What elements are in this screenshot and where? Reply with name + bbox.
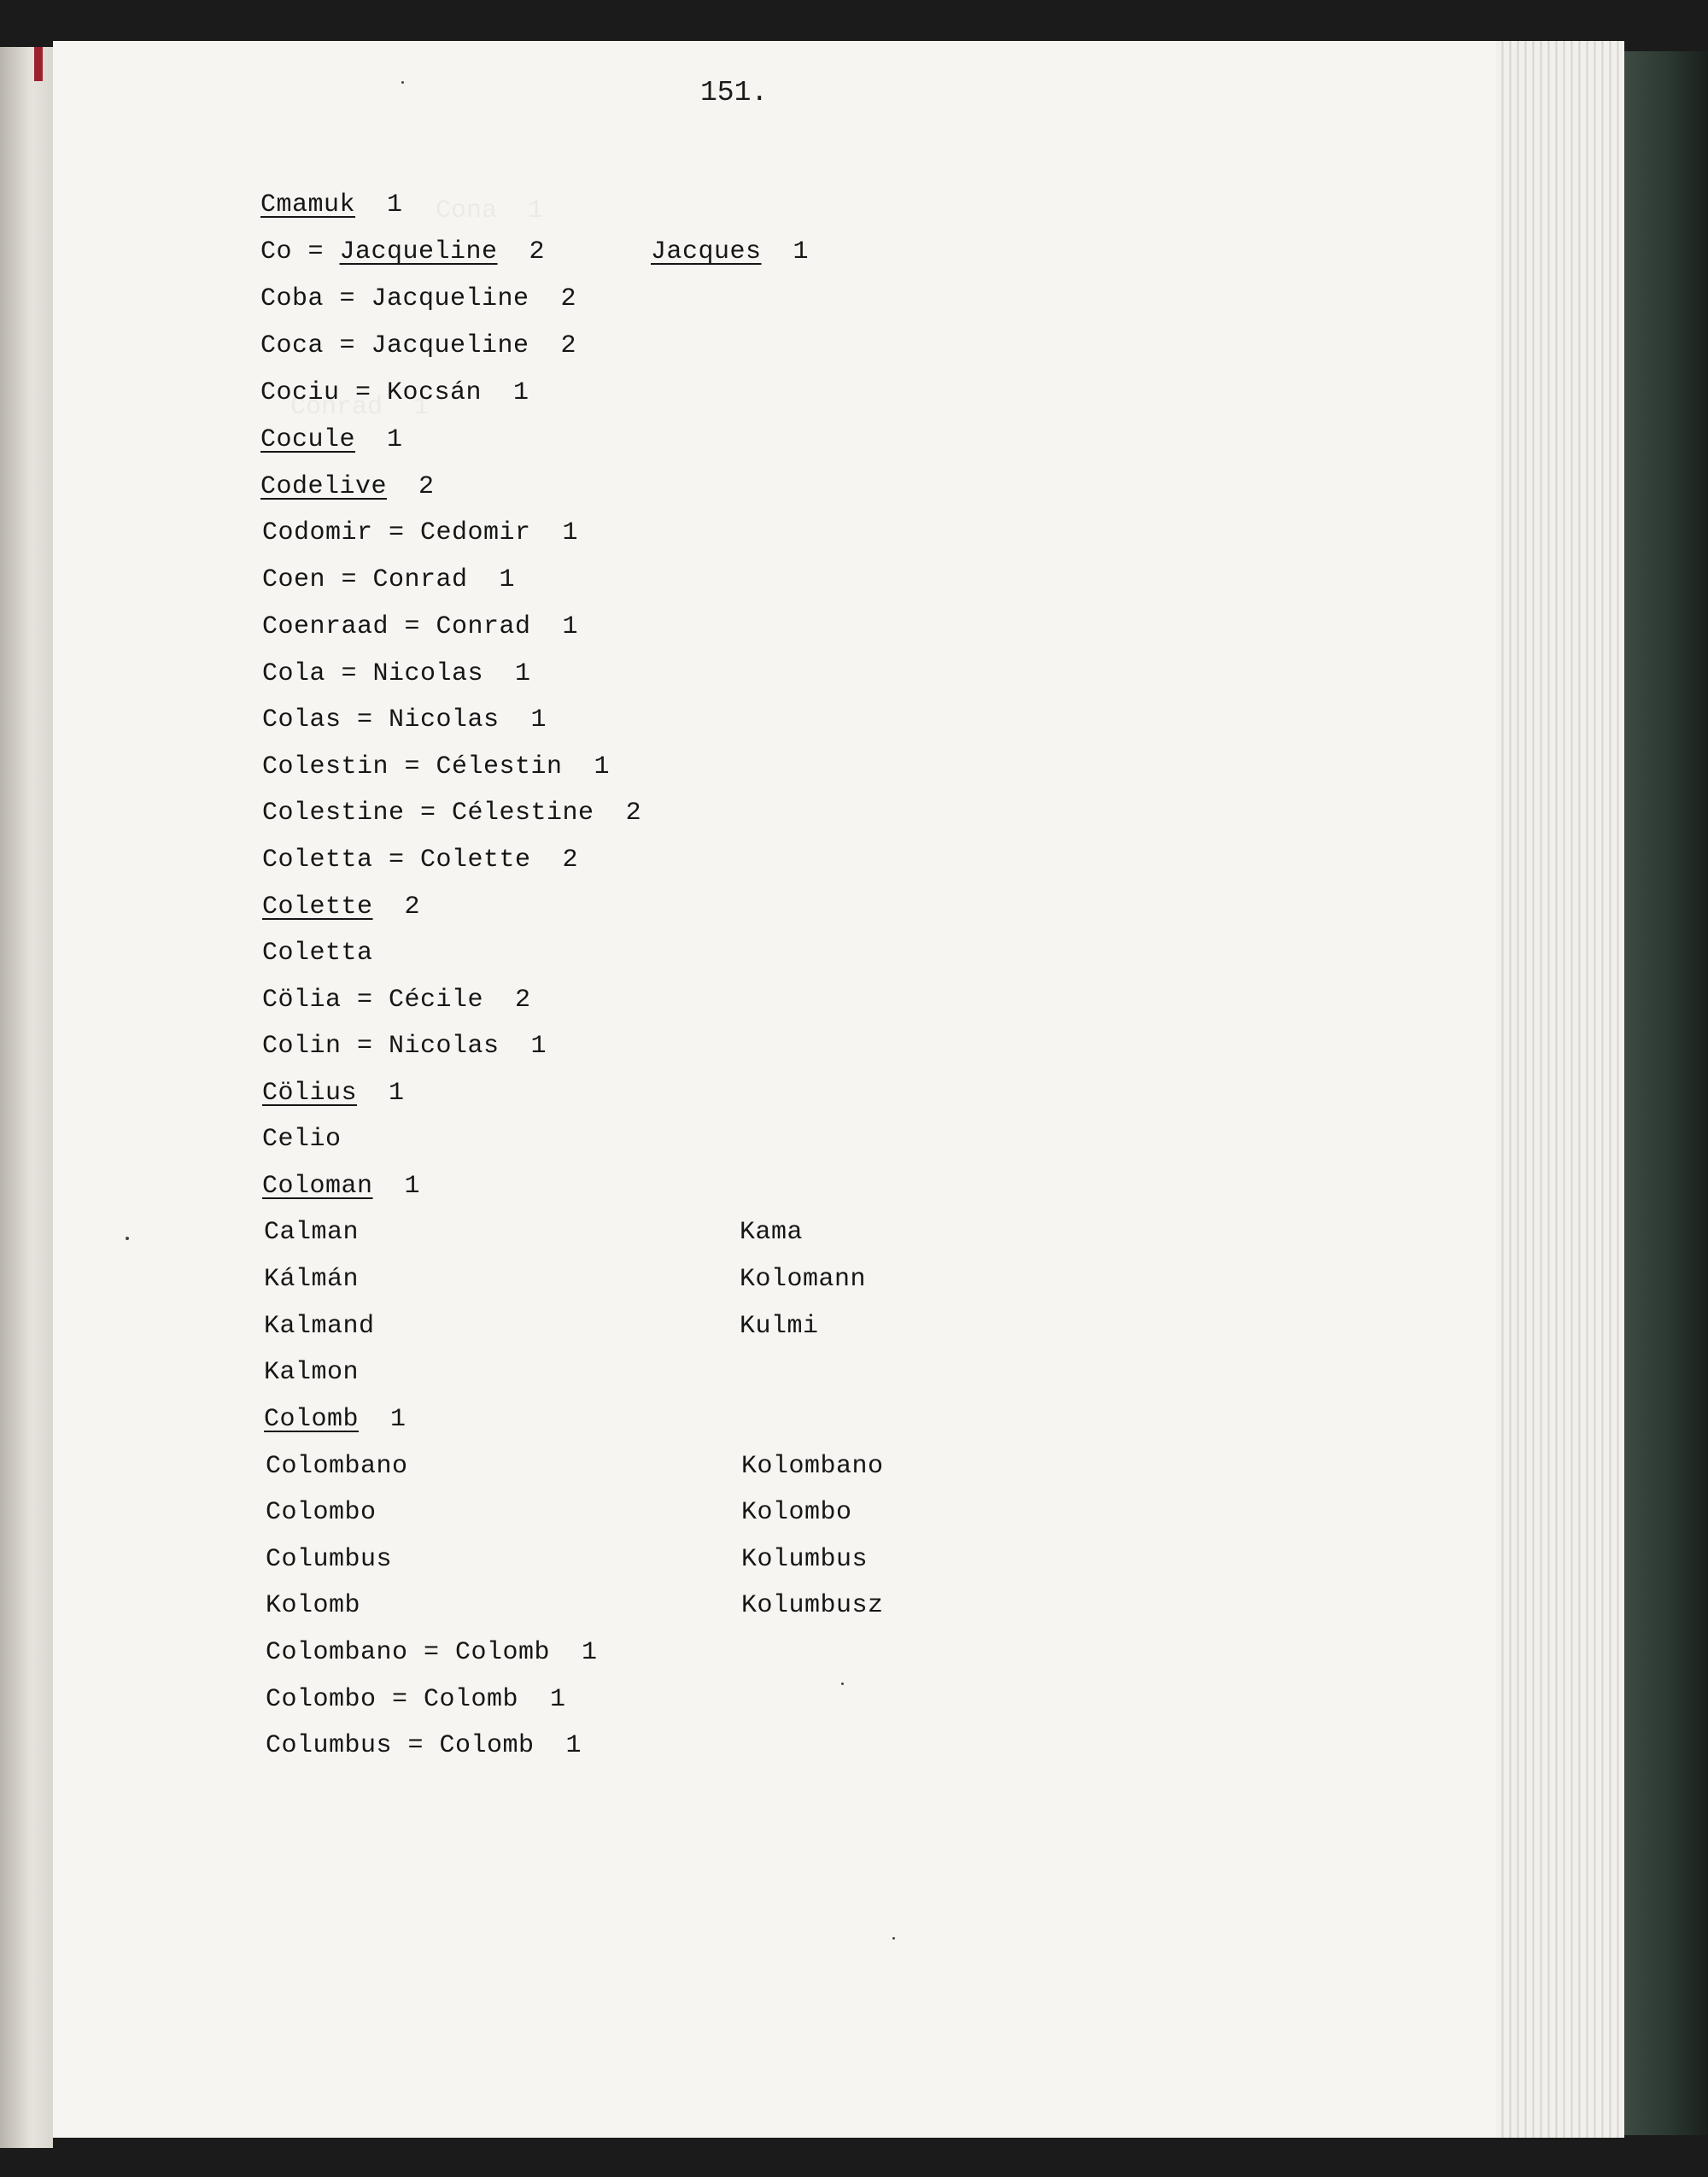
entry-line: Columbus bbox=[266, 1545, 393, 1574]
variant-name: Kolombano bbox=[741, 1452, 884, 1481]
book-cover bbox=[1624, 51, 1708, 2135]
variant-name: Kulmi bbox=[740, 1312, 819, 1341]
variant-name: Kolumbus bbox=[741, 1545, 869, 1574]
paper-speck bbox=[401, 81, 404, 84]
entry-line: Coloman 1 bbox=[262, 1172, 421, 1201]
entry-line: Colomb 1 bbox=[264, 1405, 407, 1434]
entry-line: Colette 2 bbox=[262, 892, 421, 922]
entry-line: Cmamuk 1 bbox=[260, 190, 403, 219]
entry-line: Cociu = Kocsán 1 bbox=[260, 378, 529, 407]
entry-line: Colombo bbox=[266, 1498, 377, 1527]
entry-line-co: Co = Jacqueline 2 bbox=[260, 237, 546, 266]
entry-line: Kálmán bbox=[264, 1265, 360, 1294]
facing-page-edge bbox=[0, 47, 53, 2148]
page-stack-edge bbox=[1496, 41, 1624, 2138]
entry-line: Coca = Jacqueline 2 bbox=[260, 331, 577, 360]
entry-line: Colombano = Colomb 1 bbox=[266, 1638, 598, 1667]
entry-line: Cölia = Cécile 2 bbox=[262, 986, 531, 1015]
entry-line: Cocule 1 bbox=[260, 425, 403, 454]
page-number: 151. bbox=[700, 77, 769, 108]
entry-line: Cölius 1 bbox=[262, 1079, 405, 1108]
entry-line: Kolomb bbox=[266, 1591, 361, 1620]
entry-line: Colombo = Colomb 1 bbox=[266, 1685, 566, 1714]
entry-line: Cola = Nicolas 1 bbox=[262, 659, 531, 688]
entry-line: Colin = Nicolas 1 bbox=[262, 1032, 547, 1061]
variant-name: Kolumbusz bbox=[741, 1591, 884, 1620]
entry-line: Kalmon bbox=[264, 1358, 360, 1387]
entry-line: Coba = Jacqueline 2 bbox=[260, 284, 577, 313]
entry-line: Kalmand bbox=[264, 1312, 375, 1341]
entry-line: Coenraad = Conrad 1 bbox=[262, 612, 579, 641]
entry-line: Coletta = Colette 2 bbox=[262, 846, 579, 875]
bleed-through bbox=[436, 196, 543, 225]
variant-name: Kama bbox=[740, 1218, 804, 1247]
paper-speck bbox=[892, 1937, 895, 1940]
entry-line: Colestin = Célestin 1 bbox=[262, 752, 611, 781]
entry-line: Columbus = Colomb 1 bbox=[266, 1731, 582, 1760]
entry-line: Colestine = Célestine 2 bbox=[262, 799, 642, 828]
entry-line: Celio bbox=[262, 1125, 342, 1154]
variant-name: Kolombo bbox=[741, 1498, 852, 1527]
entry-line: Colombano bbox=[266, 1452, 408, 1481]
variant-name: Kolomann bbox=[740, 1265, 867, 1294]
entry-line: Codelive 2 bbox=[260, 472, 435, 501]
entry-line: Calman bbox=[264, 1218, 360, 1247]
entry-line: Colas = Nicolas 1 bbox=[262, 705, 547, 734]
entry-line: Coen = Conrad 1 bbox=[262, 565, 516, 594]
paper-speck bbox=[126, 1237, 129, 1240]
entry-line: Codomir = Cedomir 1 bbox=[262, 518, 579, 547]
entry-line-co-second: Jacques 1 bbox=[651, 237, 810, 266]
paper-speck bbox=[841, 1682, 844, 1685]
entry-line: Coletta bbox=[262, 939, 373, 968]
